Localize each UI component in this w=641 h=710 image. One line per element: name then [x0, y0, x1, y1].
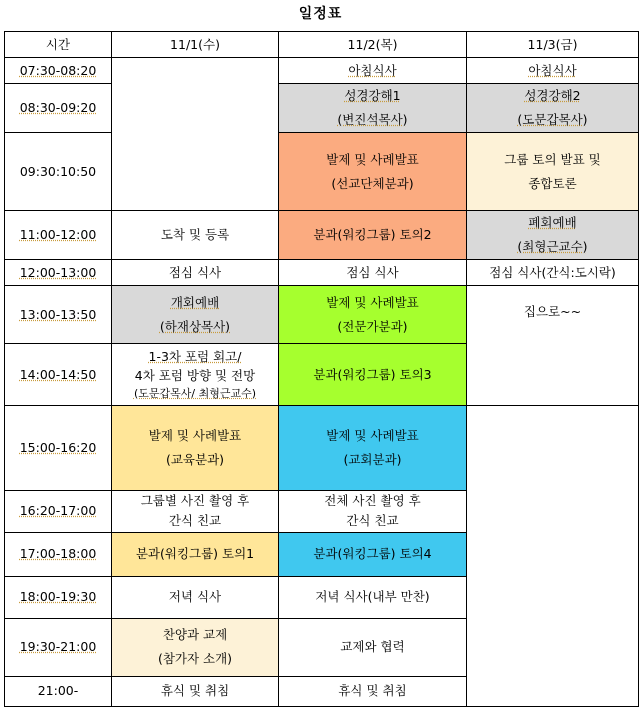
time-cell: 18:00-19:30 [5, 576, 112, 618]
day3-closing-speaker: (최형근교수) [517, 239, 588, 255]
time-cell: 08:30-09:20 [5, 84, 112, 133]
day2-church-title: 발제 및 사례발표 [326, 428, 419, 444]
table-row [5, 211, 639, 260]
time-cell: 07:30-08:20 [5, 58, 112, 84]
table-row [5, 286, 639, 344]
day2-wg2: 분과(워킹그룹) 토의2 [279, 211, 467, 260]
header-day1: 11/1(수) [112, 32, 279, 58]
day1-forum-l3: (도문갑목사/ 최형근교수) [133, 386, 257, 400]
day2-expert-title: 발제 및 사례발표 [326, 294, 419, 310]
day2-photo-l2: 간식 친교 [346, 513, 399, 529]
schedule-table [4, 31, 639, 707]
day1-opening-cell [112, 286, 279, 344]
header-row [5, 32, 639, 58]
day1-lunch: 점심 식사 [112, 260, 279, 286]
day2-dinner: 저녁 식사(내부 만찬) [279, 576, 467, 618]
day2-church-group: (교회분과) [343, 452, 402, 468]
day1-edu-cell [112, 406, 279, 490]
day2-mission-title: 발제 및 사례발표 [326, 151, 419, 167]
header-time: 시간 [5, 32, 112, 58]
day3-empty-cell [467, 406, 639, 707]
page-title: 일정표 [298, 6, 343, 22]
time-cell: 09:30:10:50 [5, 133, 112, 211]
day3-breakfast: 아침식사 [467, 58, 639, 84]
table-row [5, 260, 639, 286]
table-row [5, 58, 639, 84]
day1-photo-cell [112, 490, 279, 532]
day1-wg1: 분과(워킹그룹) 토의1 [112, 532, 279, 576]
day3-lecture-cell [467, 84, 639, 133]
day3-home: 집으로~~ [467, 286, 639, 406]
day1-edu-title: 발제 및 사례발표 [148, 428, 242, 444]
day2-lecture-speaker: (변진석목사) [337, 112, 408, 128]
day1-opening-speaker: (하재상목사) [159, 318, 231, 334]
day2-church-cell [279, 406, 467, 490]
table-row [5, 133, 639, 211]
day1-rest: 휴식 및 취침 [112, 676, 279, 706]
day1-forum-l2: 4차 포럼 방향 및 전망 [134, 367, 256, 383]
day2-rest: 휴식 및 취침 [279, 676, 467, 706]
table-row [5, 406, 639, 490]
day2-expert-cell [279, 286, 467, 344]
day2-mission-group: (선교단체분과) [331, 175, 414, 191]
time-cell: 15:00-16:20 [5, 406, 112, 490]
time-cell: 13:00-13:50 [5, 286, 112, 344]
day1-praise-sub: (참가자 소개) [157, 651, 233, 667]
day2-expert-group: (전문가분과) [337, 318, 408, 334]
day3-closing-title: 폐회예배 [528, 215, 577, 231]
day2-wg3: 분과(워킹그룹) 토의3 [279, 344, 467, 406]
day2-lunch: 점심 식사 [279, 260, 467, 286]
day2-mission-cell [279, 133, 467, 211]
day1-forum-l1: 1-3차 포럼 회고/ [148, 348, 242, 364]
header-day3: 11/3(금) [467, 32, 639, 58]
day1-opening-title: 개회예배 [170, 294, 220, 310]
day1-praise-title: 찬양과 교제 [162, 627, 228, 643]
day3-group-cell [467, 133, 639, 211]
day2-wg4: 분과(워킹그룹) 토의4 [279, 532, 467, 576]
day1-edu-group: (교육분과) [165, 452, 225, 468]
day1-photo-l1: 그룹별 사진 촬영 후 [140, 493, 250, 509]
day3-group-sub: 종합토론 [528, 175, 577, 191]
time-cell: 11:00-12:00 [5, 211, 112, 260]
day2-breakfast: 아침식사 [279, 58, 467, 84]
day2-photo-cell [279, 490, 467, 532]
day3-lecture-speaker: (도문갑목사) [517, 112, 588, 128]
day1-photo-l2: 간식 친교 [168, 513, 222, 529]
day2-lecture-cell [279, 84, 467, 133]
time-cell: 12:00-13:00 [5, 260, 112, 286]
day3-lunch: 점심 식사(간식:도시락) [467, 260, 639, 286]
day1-arrival: 도착 및 등록 [112, 211, 279, 260]
time-cell: 17:00-18:00 [5, 532, 112, 576]
time-cell: 14:00-14:50 [5, 344, 112, 406]
day1-dinner: 저녁 식사 [112, 576, 279, 618]
day3-closing-cell [467, 211, 639, 260]
day1-empty-cell [112, 58, 279, 211]
table-row [5, 84, 639, 133]
day3-group-title: 그룹 토의 발표 및 [504, 151, 601, 167]
time-cell: 19:30-21:00 [5, 618, 112, 676]
day2-lecture-title: 성경강해1 [344, 88, 401, 104]
day3-lecture-title: 성경강해2 [524, 88, 581, 104]
time-cell: 21:00- [5, 676, 112, 706]
header-day2: 11/2(목) [279, 32, 467, 58]
day1-praise-cell [112, 618, 279, 676]
day1-forum-cell [112, 344, 279, 406]
day2-fellowship: 교제와 협력 [279, 618, 467, 676]
day2-photo-l1: 전체 사진 촬영 후 [324, 493, 421, 509]
time-cell: 16:20-17:00 [5, 490, 112, 532]
